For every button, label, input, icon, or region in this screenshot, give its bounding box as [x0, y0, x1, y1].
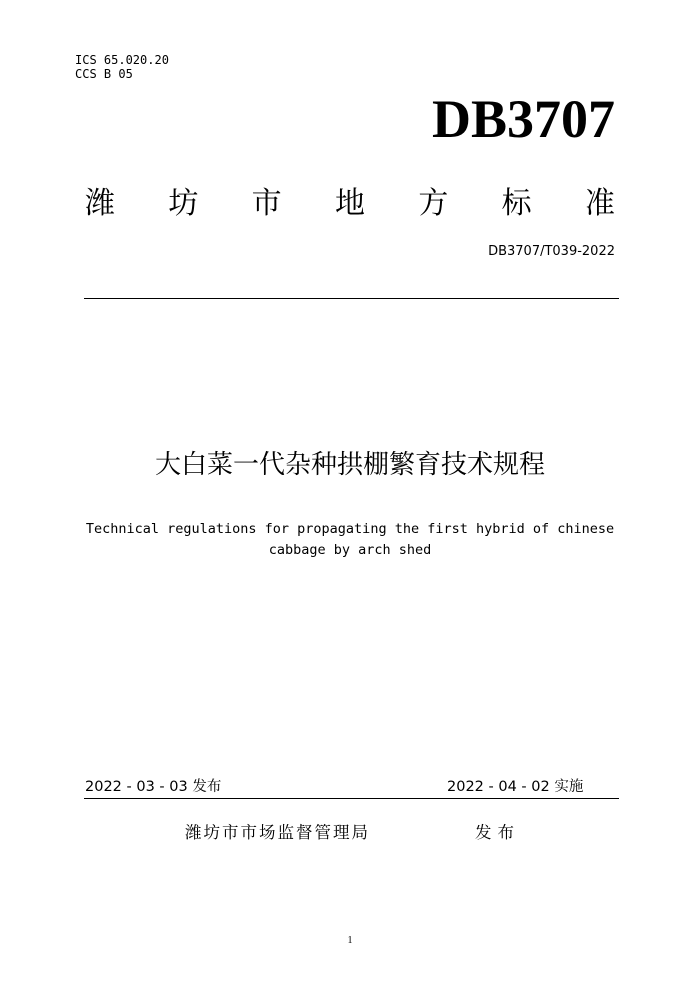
implementation-date: 2022 - 04 - 02 实施 — [447, 779, 584, 795]
standard-type-title — [85, 185, 615, 223]
english-title — [80, 519, 620, 561]
standard-number: DB3707/T039-2022 — [488, 244, 615, 259]
ics-code: ICS 65.020.20 — [75, 53, 169, 67]
standard-type-char: 坊 — [168, 186, 199, 221]
top-divider — [84, 298, 619, 299]
standard-type-char: 标 — [501, 186, 532, 221]
standard-code-heading: DB3707 — [431, 89, 615, 149]
english-title-line-2: cabbage by arch shed — [268, 542, 432, 558]
issuing-authority: 潍坊市市场监督管理局 — [185, 823, 370, 842]
page-number: 1 — [347, 935, 353, 946]
chinese-title: 大白菜一代杂种拱棚繁育技术规程 — [154, 450, 545, 480]
issue-label: 发布 — [475, 823, 520, 842]
standard-type-char: 方 — [418, 186, 449, 221]
ccs-code: CCS B 05 — [75, 67, 133, 81]
standard-type-char: 市 — [251, 186, 282, 221]
publish-date: 2022 - 03 - 03 发布 — [85, 779, 222, 795]
standard-type-char: 地 — [334, 186, 365, 221]
standard-type-char: 准 — [584, 186, 615, 221]
bottom-divider — [84, 798, 619, 799]
english-title-line-1: Technical regulations for propagating the first hybrid of chinese — [85, 521, 615, 537]
standard-type-char: 潍 — [85, 186, 115, 221]
